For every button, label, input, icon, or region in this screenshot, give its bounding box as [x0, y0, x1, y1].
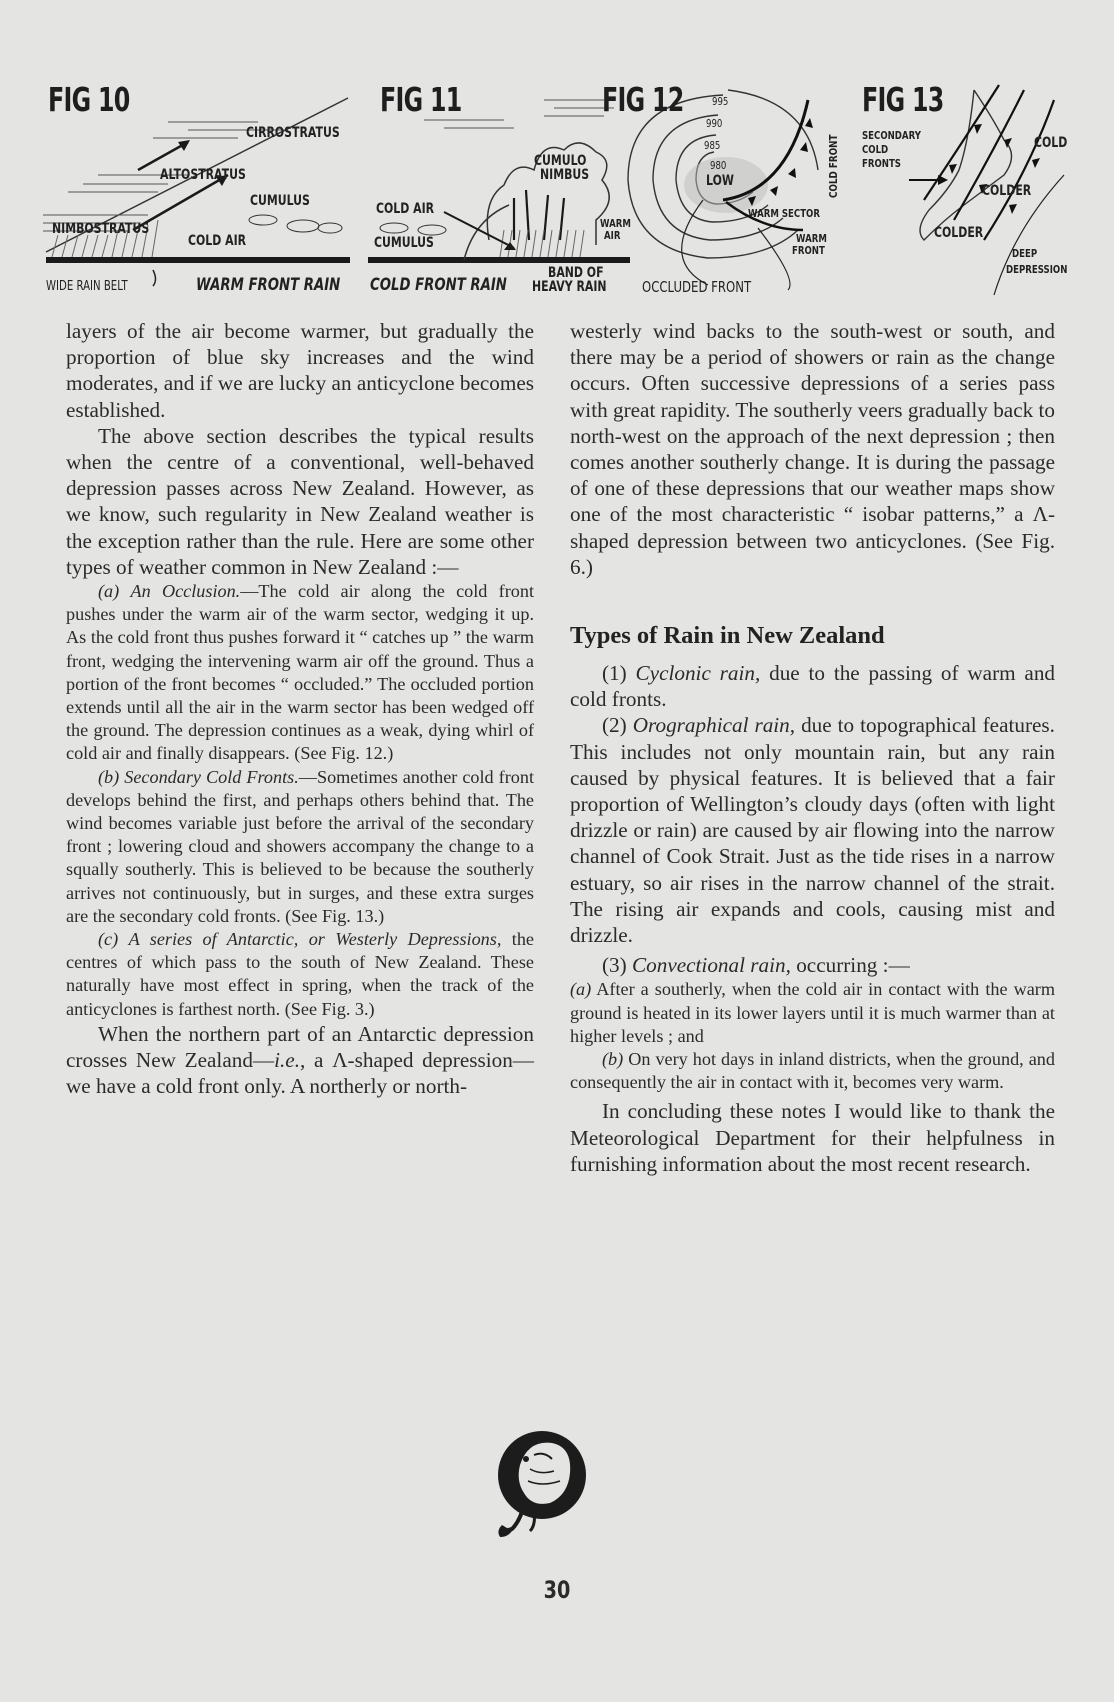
item-c-marker: (c): [98, 929, 119, 950]
rain3b-marker: (b): [602, 1049, 624, 1070]
right-column: [570, 318, 1055, 1177]
fig12-label-low: LOW: [706, 173, 734, 189]
fig11-title: FIG 11: [380, 80, 462, 119]
item-b-title: Secondary Cold Fronts.: [124, 766, 299, 787]
fig11-label-cold-air: COLD AIR: [376, 201, 435, 217]
fig11-label-band-of: BAND OF: [548, 265, 604, 281]
fig12-isobar-980: 980: [710, 159, 727, 172]
fig10-label-cumulus: CUMULUS: [250, 193, 310, 209]
item-a-text: —The cold air along the cold front pushes under the warm air of the warm sector, wedging it up. As the cold front thus pushes forward it “ catches up ” the warm front, wedging the intervening warm air off the ground. Thus a portion of the front becomes “ occluded.” The occluded portion extends until all the air in the warm sector has been wedged off the ground. The depression continues as a weak, dying whirl of cold air and finally disappears. (See Fig. 12.): [66, 581, 534, 764]
conclusion-paragraph: In concluding these notes I would like to thank the Meteorological Department for their helpfulness in furnishing information about the most recent research.: [570, 1099, 1055, 1176]
fig11-label-cumulus: CUMULUS: [374, 235, 434, 251]
fig10-label-altostratus: ALTOSTRATUS: [160, 167, 246, 183]
fig13-label-secondary: SECONDARY: [862, 129, 921, 142]
item-westerly-depressions: [66, 928, 534, 1021]
rain2-num: (2): [602, 713, 627, 738]
figure-13: [854, 80, 1068, 305]
fig11-label-warm: WARM: [600, 217, 631, 230]
rain1-title: Cyclonic rain,: [635, 661, 761, 686]
fig13-label-fronts: FRONTS: [862, 157, 901, 170]
fig11-label-cumulo: CUMULO: [534, 153, 587, 169]
fig13-label-cold: COLD: [862, 143, 889, 156]
fig10-label-cold-air: COLD AIR: [188, 233, 247, 249]
fig13-title: FIG 13: [862, 80, 944, 119]
left-paragraph-1: layers of the air become warmer, but gradually the proportion of blue sky increases and the wind moderates, and if we are lucky an anticyclone becomes established.: [66, 319, 534, 422]
rain-convectional-a: [570, 978, 1055, 1048]
fig12-isobar-995: 995: [712, 95, 729, 108]
rain3-num: (3): [602, 953, 627, 978]
left-paragraph-antarctic: [66, 1021, 534, 1100]
rain2-text: due to topographical features. This includes not only mountain rain, but any rain caused by physical features. It is believed that a fair proportion of Wellington’s cloudy days (often with light drizzle or rain) are caused by air flowing into the narrow channel of Cook Strait. Just as the tide rises in a narrow estuary, so air rises in the narrow channel of the strait. The rising air expands and cools, causing mist and drizzle.: [570, 713, 1055, 948]
fig11-label-air: AIR: [604, 229, 621, 242]
rain2-title: Orographical rain,: [632, 713, 796, 738]
antarctic-ie: i.e.: [274, 1048, 300, 1073]
figure-10: [38, 80, 358, 305]
item-a-title: An Occlusion.: [130, 581, 241, 602]
fig12-label-occluded-front: OCCLUDED FRONT: [642, 278, 752, 296]
fig10-label-nimbostratus: NIMBOSTRATUS: [52, 221, 150, 237]
fig12-label-front: FRONT: [792, 244, 825, 257]
rain3a-text: After a southerly, when the cold air in contact with the warm ground is heated in its lower layers until it is much warmer than at higher levels ; and: [570, 979, 1055, 1046]
rain3a-marker: (a): [570, 979, 592, 1000]
item-a-marker: (a): [98, 581, 120, 602]
rain-orographical: [570, 712, 1055, 948]
left-paragraph-2: The above section describes the typical results when the centre of a conventional, well-behaved depression passes across New Zealand. However, as we know, such regularity in New Zealand weather is the exception rather than the rule. Here are some other types of weather common in New Zealand :—: [66, 423, 534, 579]
fig10-caption: WARM FRONT RAIN: [196, 275, 341, 295]
fig12-label-warm: WARM: [796, 232, 827, 245]
item-c-title: A series of Antarctic, or Westerly Depressions,: [128, 929, 502, 950]
fig11-caption: COLD FRONT RAIN: [370, 275, 507, 295]
left-column: [66, 318, 534, 1100]
rain-convectional: [570, 952, 1055, 978]
rain-convectional-b: [570, 1048, 1055, 1094]
rain3-title: Convectional rain,: [632, 953, 791, 978]
item-c-text: the centres of which pass to the south of New Zealand. These naturally have most effect in spring, when the track of the anticyclones is farthest north. (See Fig. 3.): [66, 929, 534, 1019]
fig12-isobar-985: 985: [704, 139, 721, 152]
fig10-title: FIG 10: [48, 80, 130, 119]
item-b-marker: (b): [98, 766, 120, 787]
fig11-label-heavy-rain: HEAVY RAIN: [532, 279, 607, 295]
rain3b-text: On very hot days in inland districts, when the ground, and consequently the air in contact with it, becomes very warm.: [570, 1049, 1055, 1093]
fig12-isobar-990: 990: [706, 117, 723, 130]
rain1-num: (1): [602, 661, 627, 686]
rain1-text: due to the passing of warm and cold fronts.: [570, 661, 1056, 712]
fig10-label-cirrostratus: CIRROSTRATUS: [246, 125, 340, 141]
fig13-label-colder-2: COLDER: [934, 225, 984, 241]
fig13-label-depression: DEPRESSION: [1006, 263, 1068, 276]
fig13-label-deep: DEEP: [1012, 247, 1038, 260]
figure-11: [364, 80, 634, 305]
fig12-title: FIG 12: [602, 80, 684, 119]
figure-strip: [38, 80, 1068, 305]
kiwi-emblem-icon: [490, 1425, 590, 1540]
antarctic-after: , a Λ-shaped depression—we have a cold front only. A northerly or north-: [66, 1048, 534, 1099]
rain-cyclonic: [570, 660, 1055, 712]
antarctic-before: When the northern part of an Antarctic depression crosses New Zealand—: [66, 1021, 534, 1073]
rain-types-heading: Types of Rain in New Zealand: [570, 622, 885, 650]
fig13-label-colder-1: COLDER: [982, 183, 1032, 199]
rain3-text: occurring :—: [790, 953, 910, 978]
right-paragraph-1: westerly wind backs to the south-west or south, and there may be a period of showers or rain as the change occurs. Often successive depressions of a series pass with great rapidity. The southerly veers gradually back to north-west on the approach of the next depression ; then comes another southerly change. It is during the passage of one of these depressions that our weather maps show one of the most characteristic “ isobar patterns,” a Λ-shaped depression between two anticyclones. (See Fig. 6.): [570, 319, 1055, 579]
fig12-label-cold-front: COLD FRONT: [827, 134, 840, 198]
fig13-label-cold-east: COLD: [1034, 135, 1068, 151]
fig12-label-warm-sector: WARM SECTOR: [748, 207, 820, 220]
fig11-label-nimbus: NIMBUS: [540, 167, 590, 183]
item-b-text: —Sometimes another cold front develops behind the first, and perhaps others behind that. The wind becomes variable just before the arrival of the secondary front ; lowering cloud and showers accompany the change to a squally southerly. This is believed to be because the southerly arrives not continuously, but in surges, and these extra surges are the secondary cold fronts. (See Fig. 13.): [66, 766, 535, 926]
figure-12: [598, 80, 848, 305]
item-secondary-cold-fronts: [66, 766, 534, 928]
page-number: 30: [543, 1576, 571, 1604]
item-occlusion: [66, 580, 534, 766]
fig10-label-wide-rain-belt: WIDE RAIN BELT: [46, 279, 128, 294]
